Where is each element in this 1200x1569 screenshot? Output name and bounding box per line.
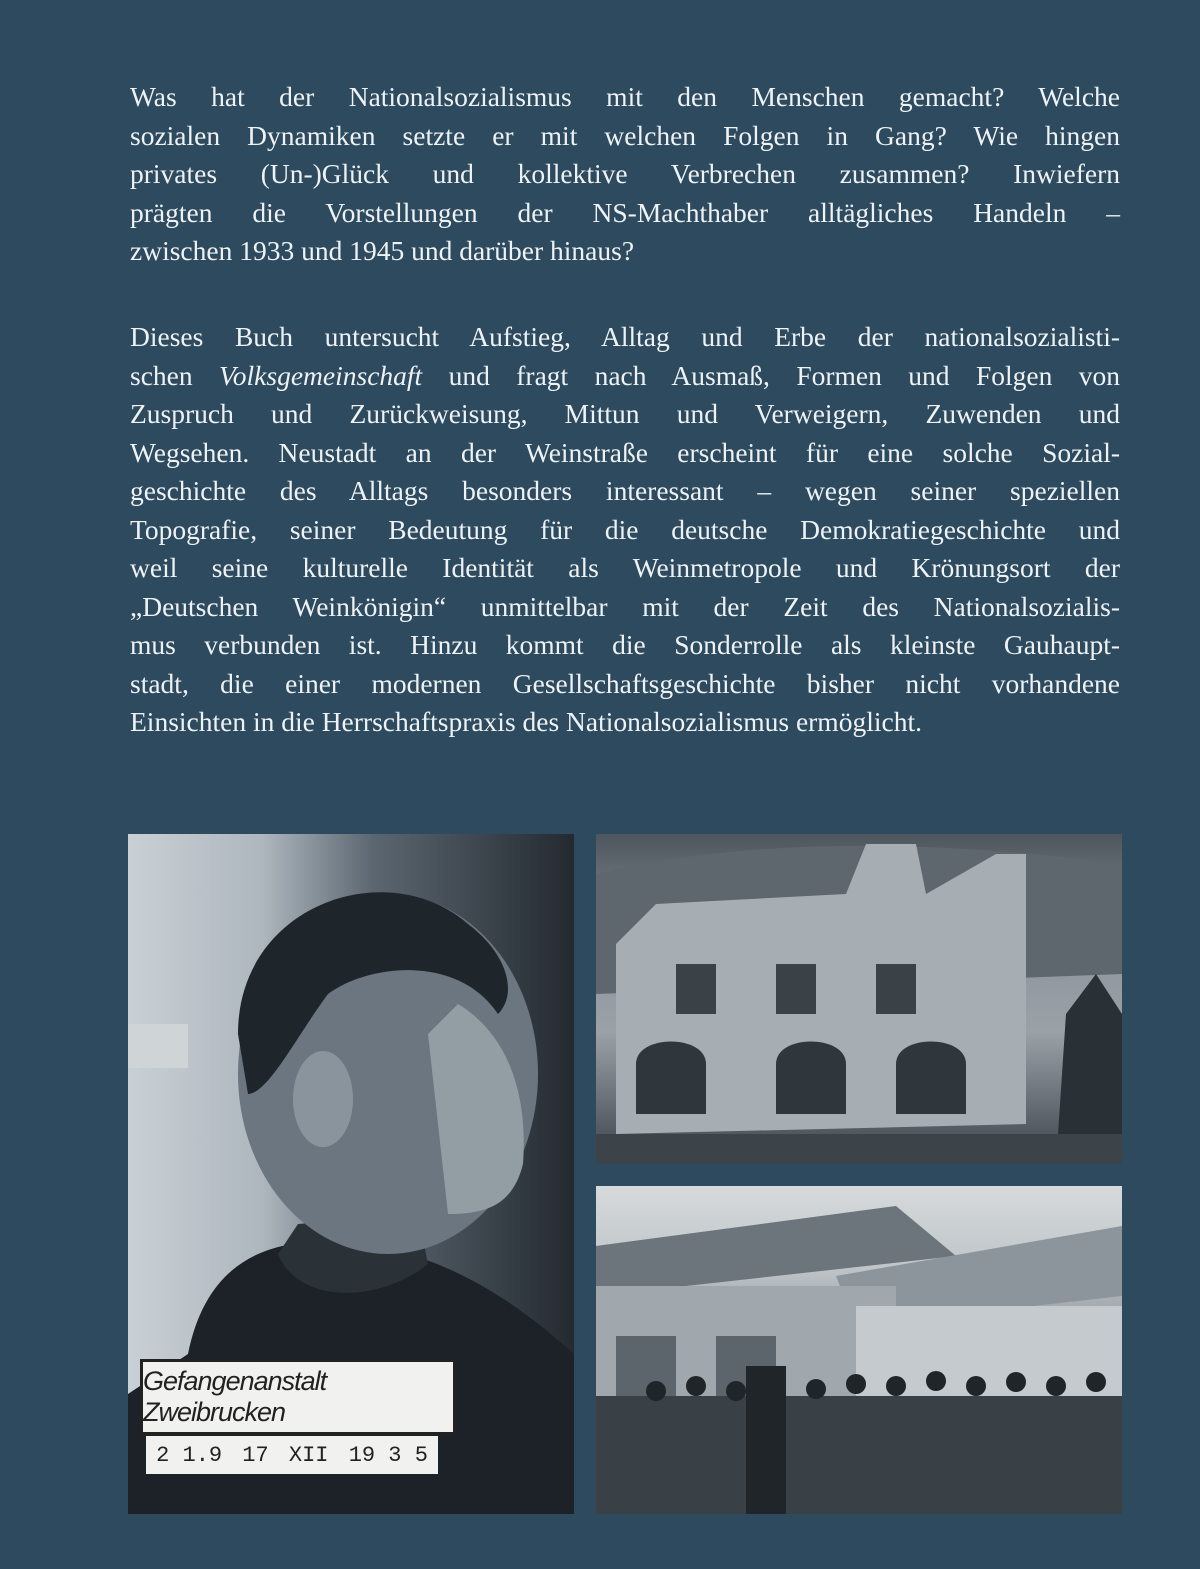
crowd-illustration: [596, 1186, 1122, 1514]
volksgemeinschaft-term: Volksgemeinschaft: [219, 359, 423, 391]
desc-line-3: Zuspruch und Zurückweisung, Mittun und Verweigern, Zuwenden und: [130, 398, 1120, 429]
prisoner-date-plate: [146, 1436, 438, 1474]
prison-name-sign: Gefangenanstalt Zweibrucken: [140, 1359, 456, 1435]
intro-line-3: privates (Un-)Glück und kollektive Verbrechen zusammen? Inwiefern: [130, 158, 1120, 189]
ruined-building-photo: [596, 834, 1122, 1164]
intro-paragraph: [130, 78, 1120, 271]
desc-line-10: stadt, die einer modernen Gesellschaftsgeschichte bisher nicht vorhandene: [130, 667, 1120, 699]
date-part-1: 2 1.9: [156, 1442, 223, 1468]
desc-line-7: weil seine kulturelle Identität als Weinmetropole und Krönungsort der: [130, 552, 1120, 583]
assembly-crowd-photo: [596, 1186, 1122, 1514]
intro-line-5: zwischen 1933 und 1945 und darüber hinaus?: [130, 235, 635, 266]
desc-line-6: Topografie, seiner Bedeutung für die deutsche Demokratiegeschichte und: [130, 513, 1120, 545]
ruin-illustration: [596, 834, 1122, 1164]
desc-line-9: mus verbunden ist. Hinzu kommt die Sonderrolle als kleinste Gauhaupt-: [130, 629, 1120, 660]
description-paragraph: [130, 318, 1120, 742]
intro-line-1: Was hat der Nationalsozialismus mit den Menschen gemacht? Welche: [130, 81, 1120, 112]
desc-line-8: „Deutschen Weinkönigin“ unmittelbar mit der Zeit des Nationalsozialis-: [130, 590, 1120, 622]
desc-line-2: [130, 357, 1120, 396]
desc-line-4: Wegsehen. Neustadt an der Weinstraße erscheint für eine solche Sozial-: [130, 436, 1120, 468]
date-part-4: 19 3 5: [348, 1442, 428, 1468]
intro-line-4: prägten die Vorstellungen der NS-Machthaber alltägliches Handeln –: [130, 196, 1120, 228]
date-part-2: 17: [242, 1442, 269, 1468]
desc-line-2-pre: schen: [130, 359, 220, 391]
intro-line-2: sozialen Dynamiken setzte er mit welchen Folgen in Gang? Wie hingen: [130, 119, 1120, 151]
date-part-3: XII: [288, 1442, 329, 1468]
prisoner-mugshot-photo: [128, 834, 574, 1514]
desc-line-11: Einsichten in die Herrschaftspraxis des Nationalsozialismus ermöglicht.: [130, 706, 922, 737]
desc-line-1: Dieses Buch untersucht Aufstieg, Alltag und Erbe der nationalsozialisti-: [130, 321, 1120, 352]
desc-line-2-post: und fragt nach Ausmaß, Formen und Folgen von: [422, 359, 1120, 391]
desc-line-5: geschichte des Alltags besonders interessant – wegen seiner speziellen: [130, 475, 1120, 506]
